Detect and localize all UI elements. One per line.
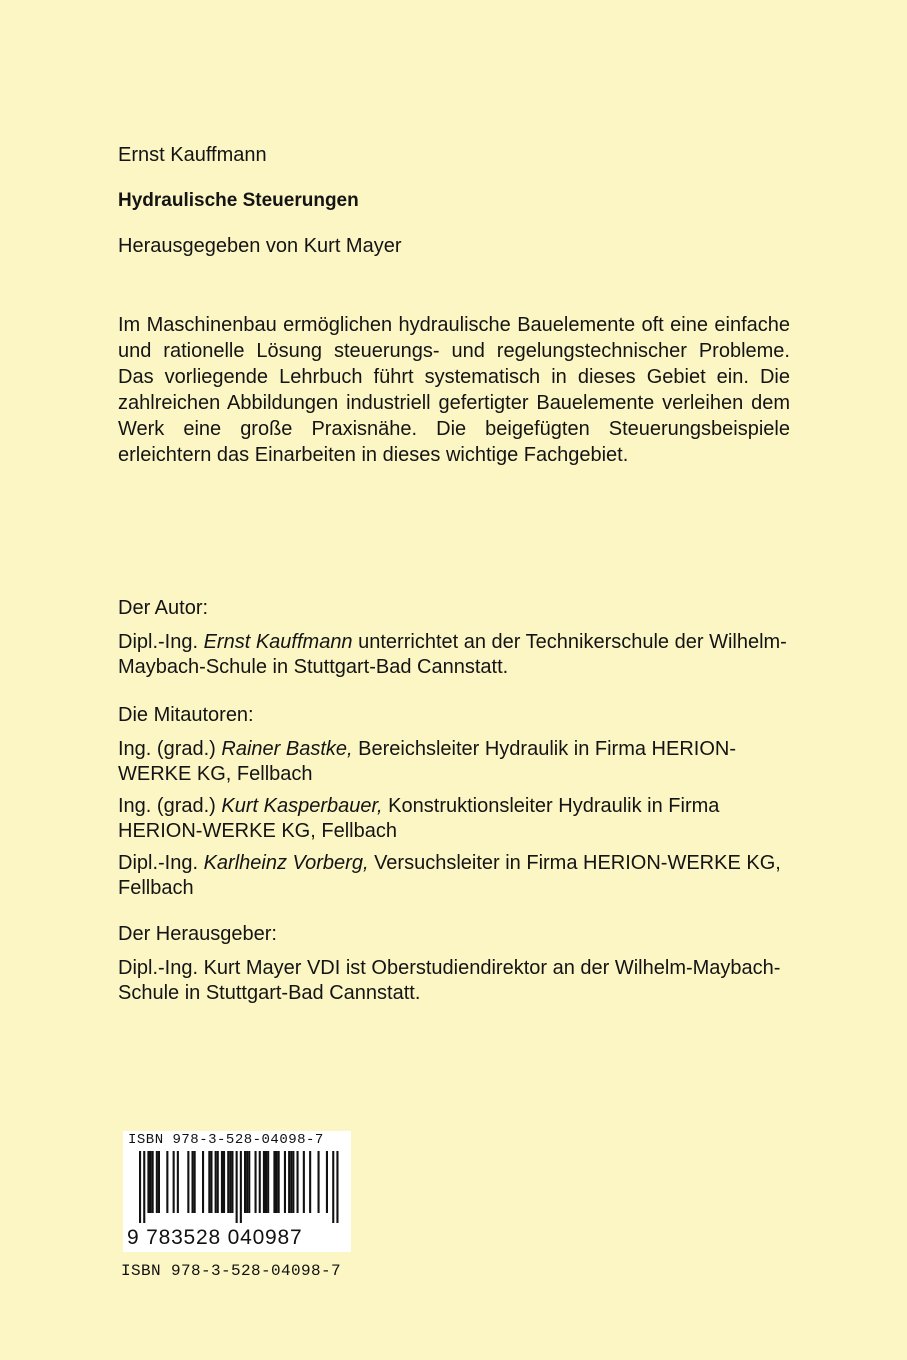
barcode-bar xyxy=(318,1151,320,1213)
barcode-bar xyxy=(152,1151,154,1213)
barcode-box xyxy=(123,1131,351,1252)
barcode-bar xyxy=(246,1151,248,1213)
barcode-bar xyxy=(292,1151,294,1213)
barcode-bar xyxy=(265,1151,267,1213)
barcode-bar xyxy=(255,1151,257,1213)
author-bio-name: Ernst Kauffmann xyxy=(203,631,353,653)
coauthor-entry xyxy=(118,794,798,844)
editor-bio: Dipl.-Ing. Kurt Mayer VDI ist Oberstudiendirektor an der Wilhelm-Maybach-Schule in Stuttgart-Bad Cannstatt. xyxy=(118,957,781,1004)
book-description: Im Maschinenbau ermöglichen hydraulische Bauelemente oft eine einfache und rationelle Lösung steuerungs- und regelungstechnischer Probleme. Das vorliegende Lehrbuch führt systematisch in dieses Gebiet ein. Die zahlreichen Abbildungen industriell gefertigter Bauelemente verleihen dem Werk eine große Praxisnähe. Die beigefügten Steuerungsbeispiele erleichtern das Einarbeiten in dieses wichtige Fachgebiet. xyxy=(118,314,790,466)
barcode-bar xyxy=(276,1151,278,1213)
barcode-bar xyxy=(139,1151,141,1223)
coauthor-title: Ing. (grad.) xyxy=(118,738,216,760)
barcode-bar xyxy=(236,1151,238,1223)
barcode-bar xyxy=(177,1151,179,1213)
barcode-bar xyxy=(259,1151,261,1213)
author-bio-text: unterrichtet an der Technikerschule der Wilhelm-Maybach-Schule in Stuttgart-Bad Cannstatt. xyxy=(118,631,787,678)
editor-section xyxy=(118,921,798,1013)
barcode-bar xyxy=(332,1151,334,1223)
coauthor-entry xyxy=(118,737,798,787)
barcode-bar xyxy=(210,1151,212,1213)
barcode-bar xyxy=(297,1151,299,1213)
barcode-bar xyxy=(187,1151,189,1213)
barcode-bar xyxy=(217,1151,219,1213)
author-bio xyxy=(118,630,798,680)
book-author: Ernst Kauffmann xyxy=(118,144,267,166)
barcode-bar xyxy=(156,1151,158,1213)
author-heading: Der Autor: xyxy=(118,597,209,619)
author-title: Dipl.-Ing. xyxy=(118,631,199,653)
barcode-bar xyxy=(278,1151,280,1213)
editor-heading: Der Herausgeber: xyxy=(118,923,277,945)
coauthor-role: Konstruktionsleiter Hydraulik in Firma HERION-WERKE KG, Fellbach xyxy=(118,795,720,842)
book-title: Hydraulische Steuerungen xyxy=(118,190,359,211)
barcode-bar xyxy=(173,1151,175,1213)
coauthors-heading: Die Mitautoren: xyxy=(118,704,254,726)
barcode-bar xyxy=(229,1151,231,1213)
barcode-bar xyxy=(215,1151,217,1213)
barcode-bar xyxy=(290,1151,292,1213)
barcode-bar xyxy=(192,1151,194,1213)
barcode-bar xyxy=(150,1151,152,1213)
barcode-bar xyxy=(202,1151,204,1213)
barcode-bar xyxy=(227,1151,229,1213)
coauthors-section xyxy=(118,702,798,908)
barcode-bar xyxy=(240,1151,242,1223)
coauthor-name: Karlheinz Vorberg, xyxy=(203,852,369,874)
isbn-footer: ISBN 978-3-528-04098-7 xyxy=(121,1262,342,1280)
barcode-bar xyxy=(147,1151,149,1213)
barcode-bar xyxy=(223,1151,225,1213)
barcode-bar xyxy=(231,1151,233,1213)
barcode-bar xyxy=(244,1151,246,1213)
author-section xyxy=(118,595,798,687)
barcode-bar xyxy=(284,1151,286,1213)
barcode-bar xyxy=(263,1151,265,1213)
barcode-bar xyxy=(303,1151,305,1213)
barcode-bar xyxy=(143,1151,145,1223)
coauthor-title: Dipl.-Ing. xyxy=(118,852,199,874)
barcode-bar xyxy=(166,1151,168,1213)
barcode-bar xyxy=(267,1151,269,1213)
barcode-bar xyxy=(194,1151,196,1213)
coauthor-role: Bereichsleiter Hydraulik in Firma HERION-WERKE KG, Fellbach xyxy=(118,738,736,785)
barcode-bar xyxy=(208,1151,210,1213)
barcode-bar xyxy=(221,1151,223,1213)
barcode-bar xyxy=(288,1151,290,1213)
barcode-bar xyxy=(336,1151,338,1223)
barcode-bar xyxy=(326,1151,328,1213)
coauthor-entry xyxy=(118,851,798,901)
coauthor-name: Rainer Bastke, xyxy=(221,738,353,760)
barcode-bar xyxy=(273,1151,275,1213)
barcode-bar xyxy=(158,1151,160,1213)
coauthor-role: Versuchsleiter in Firma HERION-WERKE KG, Fellbach xyxy=(118,852,781,899)
isbn-label: ISBN 978-3-528-04098-7 xyxy=(128,1132,324,1148)
barcode-digits: 9 783528 040987 xyxy=(127,1226,303,1249)
coauthor-title: Ing. (grad.) xyxy=(118,795,216,817)
barcode-image xyxy=(129,1151,343,1225)
barcode-bar xyxy=(248,1151,250,1213)
coauthor-name: Kurt Kasperbauer, xyxy=(221,795,383,817)
editor-credit: Herausgegeben von Kurt Mayer xyxy=(118,235,402,257)
barcode-bar xyxy=(309,1151,311,1213)
